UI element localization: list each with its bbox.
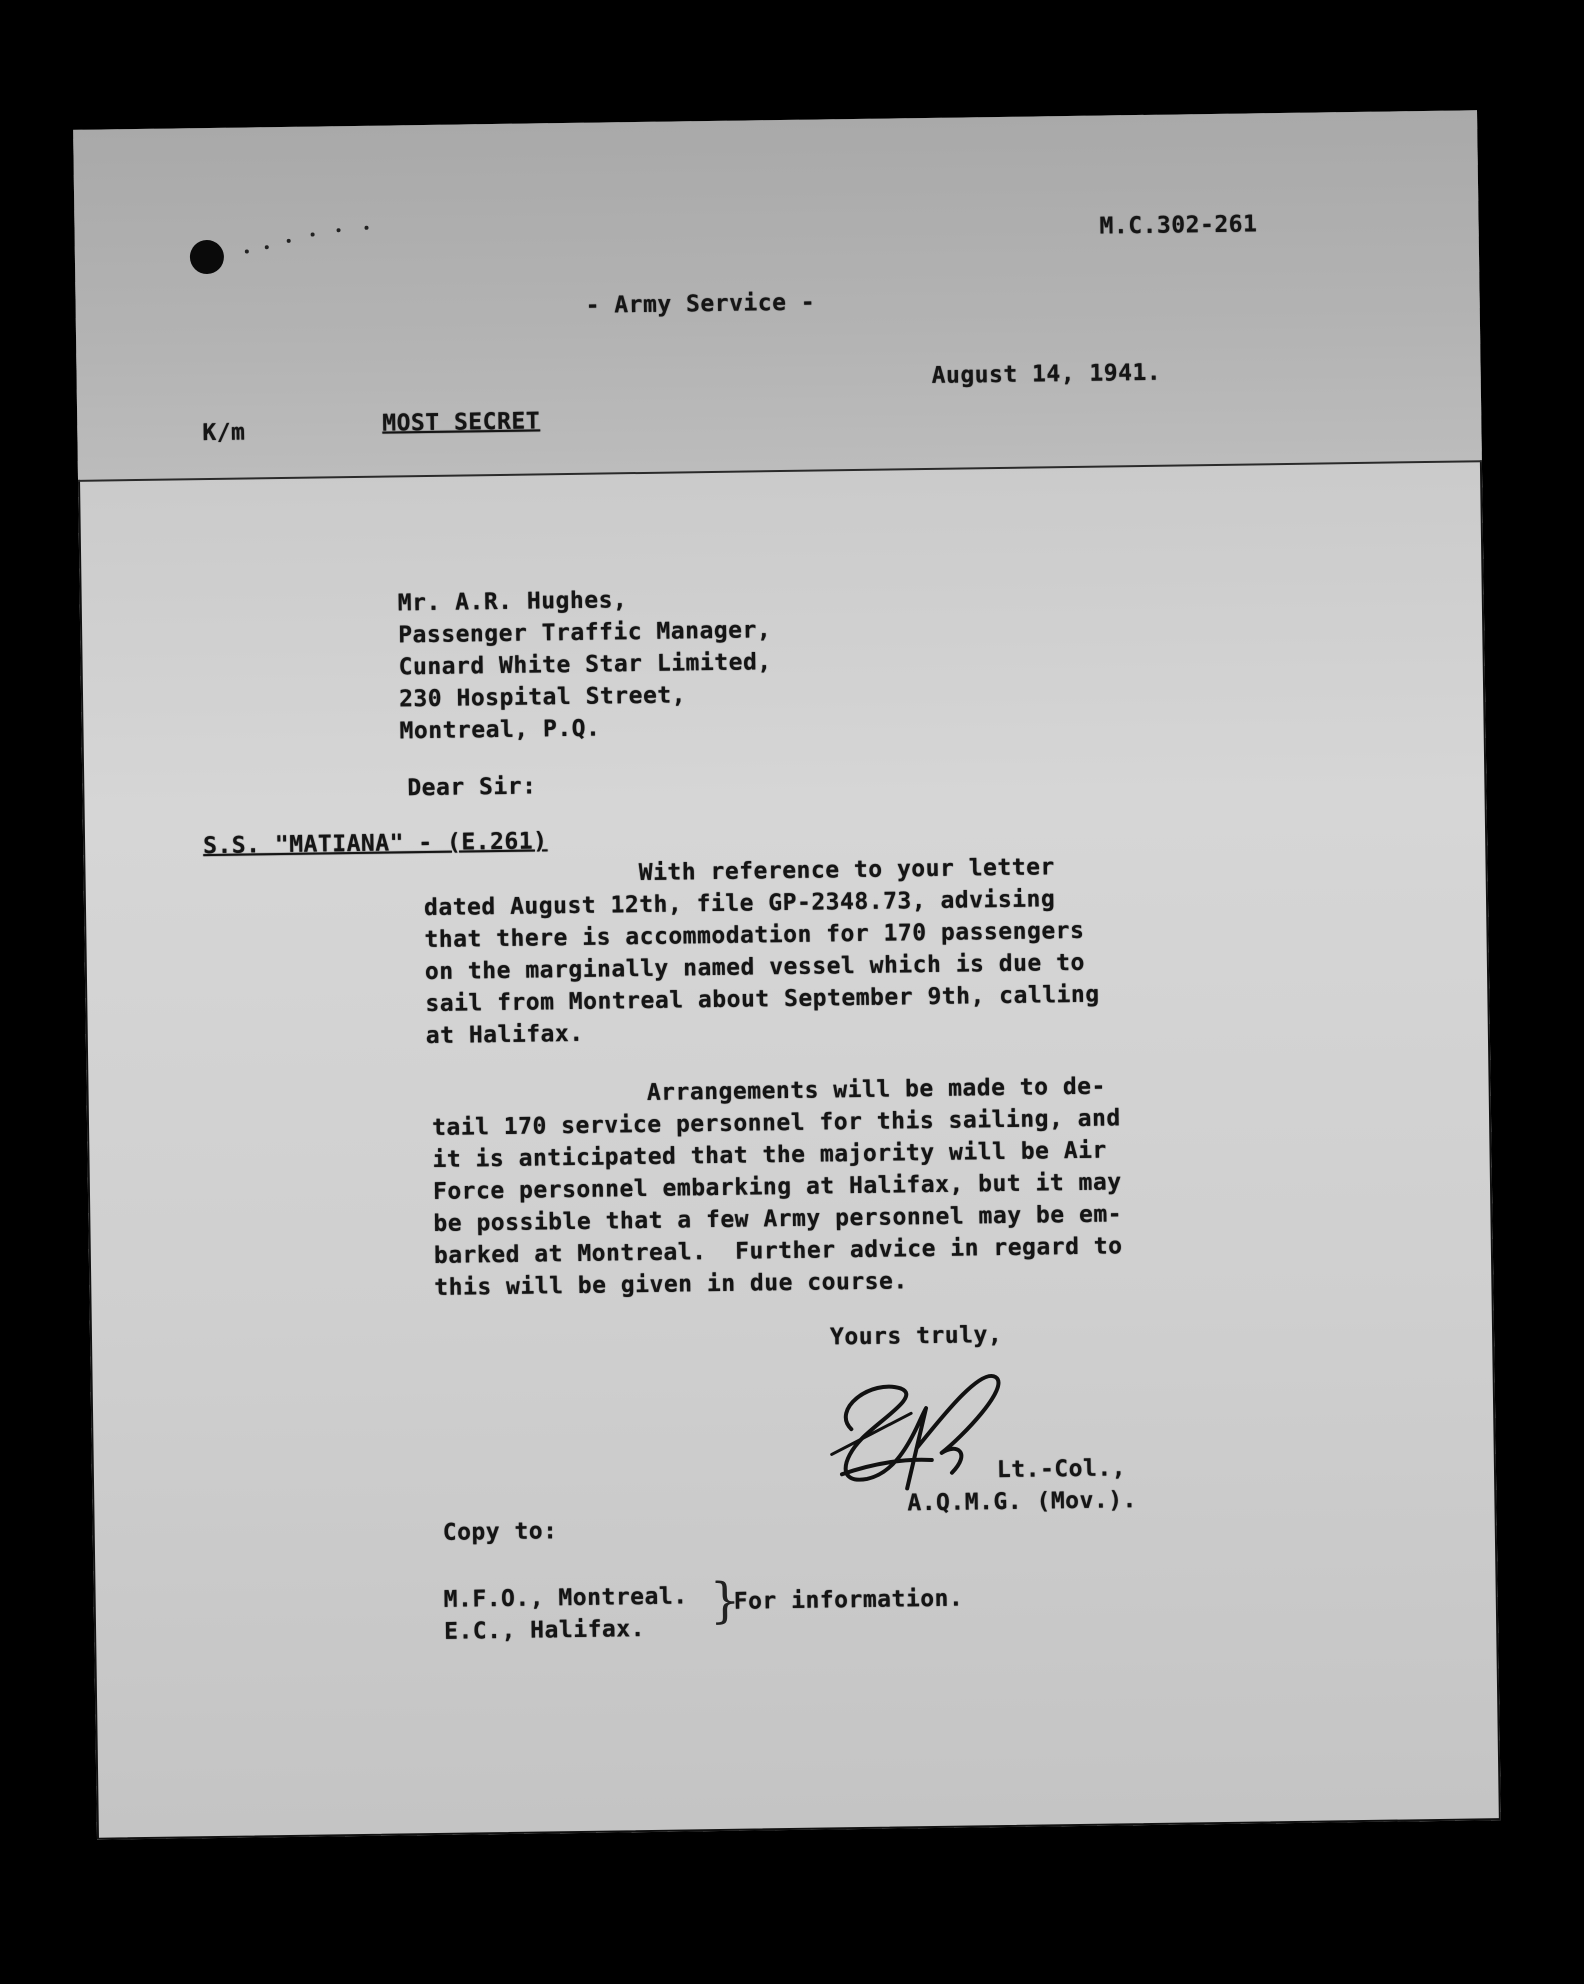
body-line: tail 170 service personnel for this sailing, and: [431, 1105, 1121, 1141]
body-line: that there is accommodation for 170 passengers: [424, 917, 1085, 954]
body-line: it is anticipated that the majority will be Air: [432, 1137, 1107, 1173]
speck: [265, 245, 269, 249]
speck: [245, 249, 249, 253]
body-line: Arrangements will be made to de-: [431, 1073, 1107, 1109]
body-line: Force personnel embarking at Halifax, but it may: [432, 1169, 1122, 1205]
body-line: barked at Montreal. Further advice in regard to: [433, 1233, 1123, 1269]
salutation: Dear Sir:: [407, 773, 537, 802]
closing: Yours truly,: [829, 1322, 1003, 1351]
address-line: Montreal, P.Q.: [399, 715, 601, 745]
body-line: on the marginally named vessel which is due to: [424, 949, 1086, 986]
address-line: Cunard White Star Limited,: [398, 649, 772, 681]
letter-date: August 14, 1941.: [931, 359, 1162, 389]
body-line: at Halifax.: [425, 1020, 584, 1050]
address-line: Passenger Traffic Manager,: [398, 617, 772, 649]
body-line: this will be given in due course.: [434, 1268, 908, 1301]
copy-label: Copy to:: [442, 1518, 558, 1546]
address-line: 230 Hospital Street,: [398, 682, 687, 713]
file-reference: M.C.302-261: [1099, 211, 1258, 240]
brace: }: [709, 1572, 741, 1630]
copy-note: For information.: [733, 1585, 964, 1615]
subject-line: S.S. "MATIANA" - (E.261): [202, 828, 548, 860]
copy-recipient: M.F.O., Montreal.: [443, 1583, 688, 1613]
speck: [337, 228, 341, 232]
service-heading: - Army Service -: [585, 289, 816, 319]
body-line: be possible that a few Army personnel may be em-: [433, 1201, 1123, 1237]
copy-recipient: E.C., Halifax.: [443, 1616, 646, 1645]
classification-stamp: MOST SECRET: [382, 408, 541, 437]
letter-page: [73, 110, 1501, 1839]
address-line: Mr. A.R. Hughes,: [397, 587, 628, 617]
body-line: sail from Montreal about September 9th, calling: [425, 981, 1100, 1018]
body-line: dated August 12th, file GP-2348.73, advising: [423, 886, 1056, 922]
signatory-rank: Lt.-Col.,: [996, 1455, 1127, 1484]
typist-initials: K/m: [202, 419, 246, 447]
handwritten-signature: [810, 1356, 1042, 1509]
speck: [287, 239, 291, 243]
body-line: With reference to your letter: [423, 854, 1055, 890]
signatory-title: A.Q.M.G. (Mov.).: [907, 1487, 1138, 1517]
speck: [311, 233, 315, 237]
speck: [364, 226, 368, 230]
